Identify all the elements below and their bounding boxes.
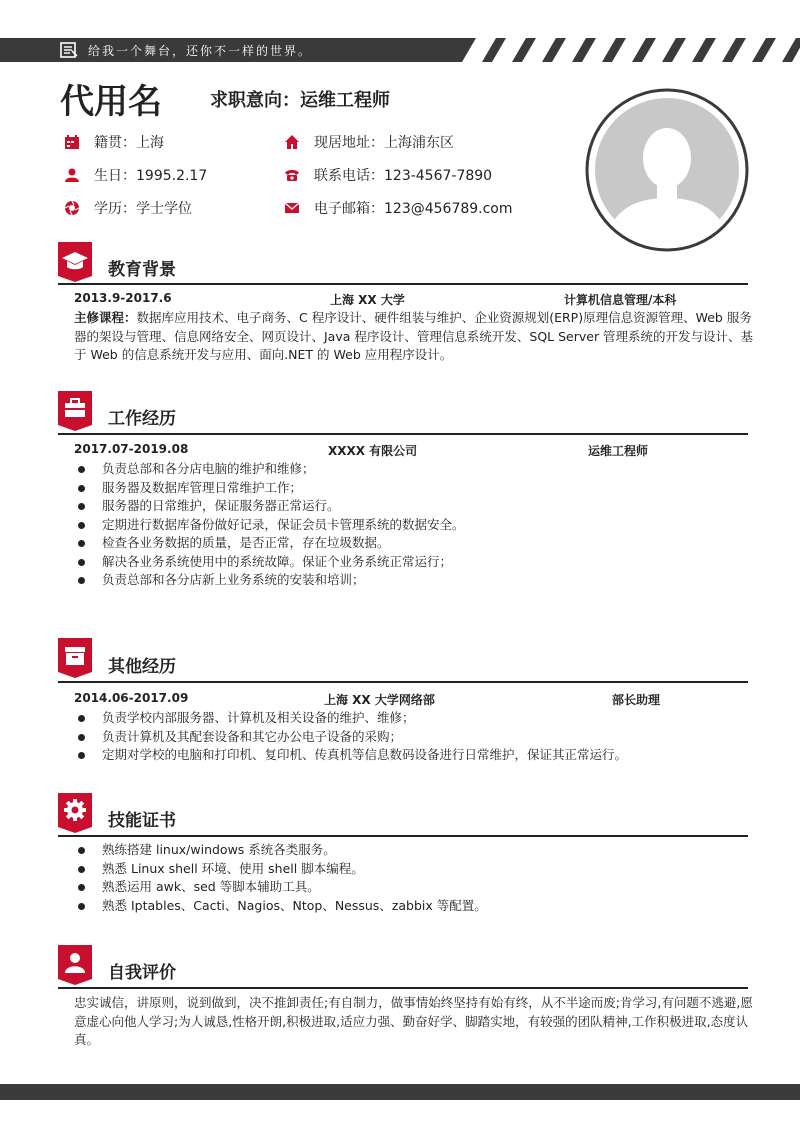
degree-text: 学历：学士学位 bbox=[94, 201, 192, 217]
list-item: 熟练搭建 linux/windows 系统各类服务。 bbox=[74, 841, 487, 860]
section-divider bbox=[58, 433, 748, 435]
candidate-name: 代用名 bbox=[60, 82, 162, 122]
section-divider bbox=[58, 835, 748, 837]
birthday-text: 生日：1995.2.17 bbox=[94, 168, 208, 184]
aperture-icon bbox=[64, 200, 80, 216]
briefcase-icon bbox=[58, 391, 92, 431]
info-native-place bbox=[64, 132, 164, 152]
list-item: 定期进行数据库备份做好记录，保证会员卡管理系统的数据安全。 bbox=[74, 516, 465, 535]
intent-value: 运维工程师 bbox=[300, 90, 390, 111]
section-title-education: 教育背景 bbox=[108, 260, 176, 280]
list-item: 负责总部和各分店电脑的维护和维修； bbox=[74, 460, 465, 479]
list-item: 负责学校内部服务器、计算机及相关设备的维护、维修； bbox=[74, 709, 627, 728]
mail-icon bbox=[284, 200, 300, 216]
person-icon bbox=[58, 945, 92, 985]
work-header-row bbox=[74, 442, 748, 460]
education-header-row bbox=[74, 291, 748, 309]
other-position: 部长助理 bbox=[612, 693, 661, 707]
person-icon bbox=[64, 167, 80, 183]
resume-logo-icon bbox=[60, 41, 78, 59]
section-title-other: 其他经历 bbox=[108, 657, 176, 677]
list-item: 熟悉 Linux shell 环境、使用 shell 脚本编程。 bbox=[74, 860, 487, 879]
other-date: 2014.06-2017.09 bbox=[74, 691, 189, 705]
top-banner bbox=[0, 38, 800, 62]
courses-text: 数据库应用技术、电子商务、C 程序设计、硬件组装与维护、企业资源规划(ERP)原理信息资源管理、Web 服务器的架设与管理、信息网络安全、网页设计、Java 程序设计、管理信息系统开发、SQL Server 管理系统的开发与设计、基于 Web 的信息系统开发与应用、面向.NET 的 Web 应用程序设计。 bbox=[74, 310, 754, 362]
section-title-self-eval: 自我评价 bbox=[108, 963, 176, 983]
list-item: 负责总部和各分店新上业务系统的安装和培训； bbox=[74, 571, 465, 590]
list-item: 定期对学校的电脑和打印机、复印机、传真机等信息数码设备进行日常维护，保证其正常运行。 bbox=[74, 746, 627, 765]
section-divider bbox=[58, 987, 748, 989]
self-eval-text: 忠实诚信，讲原则，说到做到，决不推卸责任;有自制力，做事情始终坚持有始有终，从不半途而废;肯学习,有问题不逃避,愿意虚心向他人学习;为人诚恳,性格开朗,积极进取,适应力强、勤奋好学、脚踏实地，有较强的团队精神,工作积极进取,态度认真。 bbox=[74, 995, 753, 1047]
info-email bbox=[284, 198, 513, 218]
address-text: 现居地址：上海浦东区 bbox=[314, 135, 454, 151]
native-place-text: 籍贯：上海 bbox=[94, 135, 164, 151]
gear-icon bbox=[58, 793, 92, 833]
intent-label: 求职意向： bbox=[210, 90, 300, 111]
profile-photo bbox=[585, 88, 749, 252]
section-divider bbox=[58, 283, 748, 285]
home-icon bbox=[284, 134, 300, 150]
info-address bbox=[284, 132, 454, 152]
email-text: 电子邮箱：123@456789.com bbox=[314, 201, 513, 217]
calendar-icon bbox=[64, 134, 80, 150]
list-item: 熟悉 Iptables、Cacti、Nagios、Ntop、Nessus、zabbix 等配置。 bbox=[74, 897, 487, 916]
bottom-bar bbox=[0, 1084, 800, 1100]
education-date: 2013.9-2017.6 bbox=[74, 291, 172, 305]
section-divider bbox=[58, 681, 748, 683]
info-birthday bbox=[64, 165, 207, 185]
info-degree bbox=[64, 198, 192, 218]
other-header-row bbox=[74, 691, 748, 709]
courses-label: 主修课程： bbox=[74, 310, 137, 325]
work-position: 运维工程师 bbox=[588, 444, 649, 458]
list-item: 服务器及数据库管理日常维护工作； bbox=[74, 479, 465, 498]
list-item: 熟悉运用 awk、sed 等脚本辅助工具。 bbox=[74, 878, 487, 897]
section-title-skills: 技能证书 bbox=[108, 811, 176, 831]
phone-icon bbox=[284, 167, 300, 183]
skills-list bbox=[74, 841, 487, 915]
job-intent bbox=[210, 86, 390, 112]
education-major: 计算机信息管理/本科 bbox=[564, 293, 677, 307]
phone-text: 联系电话：123-4567-7890 bbox=[314, 168, 493, 184]
work-date: 2017.07-2019.08 bbox=[74, 442, 189, 456]
list-item: 服务器的日常维护，保证服务器正常运行。 bbox=[74, 497, 465, 516]
education-school: 上海 XX 大学 bbox=[330, 293, 405, 307]
other-duties-list bbox=[74, 709, 627, 765]
other-org: 上海 XX 大学网络部 bbox=[324, 693, 435, 707]
archive-box-icon bbox=[58, 638, 92, 678]
section-title-work: 工作经历 bbox=[108, 409, 176, 429]
list-item: 检查各业务数据的质量，是否正常，存在垃圾数据。 bbox=[74, 534, 465, 553]
decorative-stripes bbox=[462, 38, 800, 62]
work-duties-list bbox=[74, 460, 465, 590]
list-item: 负责计算机及其配套设备和其它办公电子设备的采购； bbox=[74, 728, 627, 747]
list-item: 解决各业务系统使用中的系统故障。保证个业务系统正常运行； bbox=[74, 553, 465, 572]
graduation-cap-icon bbox=[58, 242, 92, 282]
education-courses bbox=[74, 309, 754, 365]
work-company: XXXX 有限公司 bbox=[328, 444, 418, 458]
info-phone bbox=[284, 165, 492, 185]
motto: 给我一个舞台，还你不一样的世界。 bbox=[88, 44, 313, 58]
